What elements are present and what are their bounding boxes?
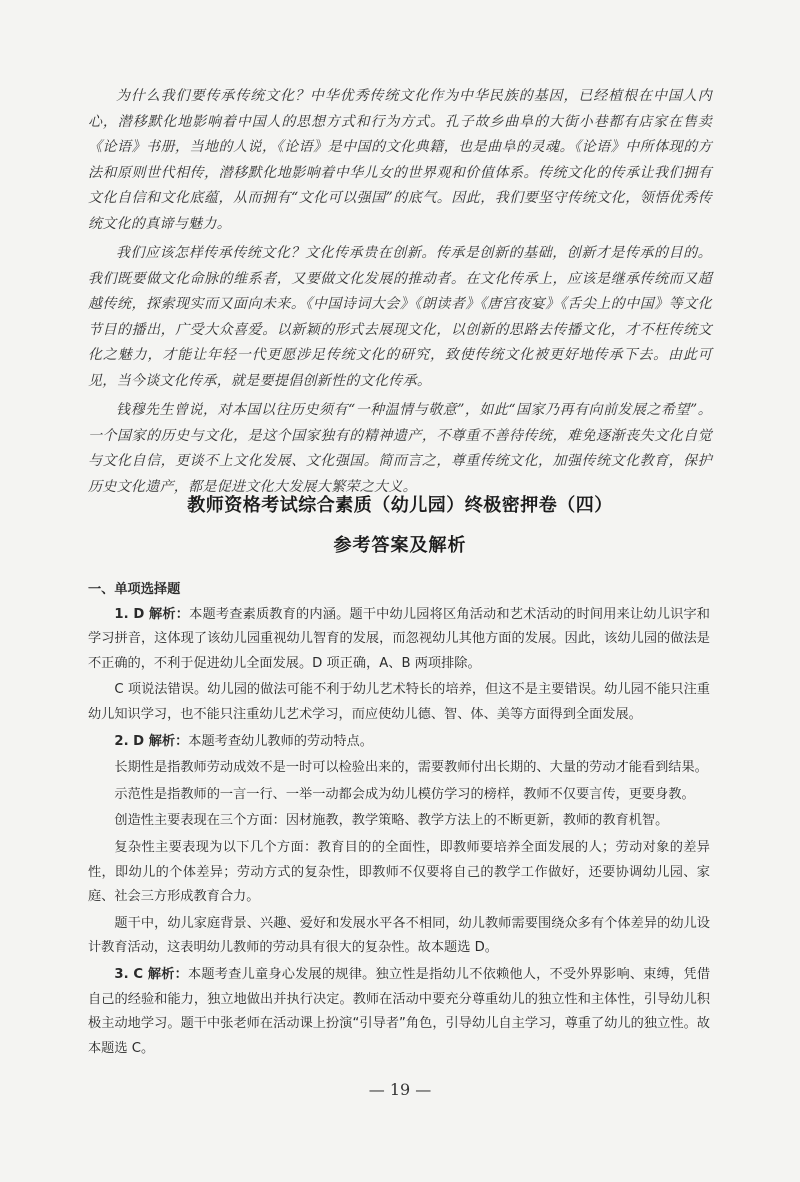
page-number: — 19 — bbox=[368, 1080, 432, 1099]
answer-text: 本题考查素质教育的内涵。题干中幼儿园将区角活动和艺术活动的时间用来让幼儿识字和学习拼音，这体现了该幼儿园重视幼儿智育的发展，而忽视幼儿其他方面的发展。因此，该幼儿园的做法是不正确的，不利于促进幼儿全面发展。D 项正确，A、B 两项排除。 bbox=[88, 606, 710, 671]
answer-text: 长期性是指教师劳动成效不是一时可以检验出来的，需要教师付出长期的、大量的劳动才能看到结果。 bbox=[114, 760, 708, 776]
essay-paragraph: 钱穆先生曾说，对本国以往历史须有“一种温情与敬意”，如此“国家乃再有向前发展之希望”。一个国家的历史与文化，是这个国家独有的精神遗产，不尊重不善待传统，难免逐渐丧失文化自觉与文化自信，更谈不上文化发展、文化强国。简而言之，尊重传统文化，加强传统文化教育，保护历史文化遗产，都是促进文化大发展大繁荣之大义。 bbox=[88, 402, 712, 495]
answer-text: C 项说法错误。幼儿园的做法可能不利于幼儿艺术特长的培养，但这不是主要错误。幼儿园不能只注重幼儿知识学习，也不能只注重幼儿艺术学习，而应使幼儿德、智、体、美等方面得到全面发展。 bbox=[88, 682, 710, 722]
answer-text: 本题考查儿童身心发展的规律。独立性是指幼儿不依赖他人，不受外界影响、束缚，凭借自己的经验和能力，独立地做出并执行决定。教师在活动中要充分尊重幼儿的独立性和主体性，引导幼儿积极主动地学习。题干中张老师在活动课上扮演“引导者”角色，引导幼儿自主学习，尊重了幼儿的独立性。故本题选 C。 bbox=[88, 966, 711, 1056]
answers-section bbox=[88, 578, 710, 1063]
answer-key-heading bbox=[0, 491, 800, 561]
answer-label: 1. D 解析： bbox=[114, 606, 190, 622]
answer-label: 3. C 解析： bbox=[114, 966, 189, 982]
answer-text: 创造性主要表现在三个方面：因材施教，教学策略、教学方法上的不断更新，教师的教育机智。 bbox=[114, 813, 669, 829]
answer-text: 复杂性主要表现为以下几个方面：教育目的的全面性，即教师要培养全面发展的人；劳动对象的差异性，即幼儿的个体差异；劳动方式的复杂性，即教师不仅要将自己的教学工作做好，还要协调幼儿园、家庭、社会三方形成教育合力。 bbox=[88, 839, 710, 905]
answer-text: 题干中，幼儿家庭背景、兴趣、爱好和发展水平各不相同，幼儿教师需要围绕众多有个体差异的幼儿设计教育活动，这表明幼儿教师的劳动具有很大的复杂性。故本题选 D。 bbox=[88, 915, 710, 956]
section-heading: 一、单项选择题 bbox=[88, 582, 181, 597]
answer-text: 本题考查幼儿教师的劳动特点。 bbox=[188, 733, 373, 749]
answer-item bbox=[88, 603, 710, 677]
essay-paragraph: 为什么我们要传承传统文化？中华优秀传统文化作为中华民族的基因，已经植根在中国人内心，潜移默化地影响着中国人的思想方式和行为方式。孔子故乡曲阜的大街小巷都有店家在售卖《论语》书册，当地的人说，《论语》是中国的文化典籍，也是曲阜的灵魂。《论语》中所体现的方法和原则世代相传，潜移默化地影响着中华儿女的世界观和价值体系。传统文化的传承让我们拥有文化自信和文化底蕴，从而拥有“文化可以强国”的底气。因此，我们要坚守传统文化，领悟优秀传统文化的真谛与魅力。 bbox=[88, 88, 712, 232]
exam-subtitle: 参考答案及解析 bbox=[333, 535, 467, 556]
answer-item bbox=[88, 963, 710, 1061]
essay-section bbox=[88, 84, 712, 504]
answer-label: 2. D 解析： bbox=[114, 733, 189, 749]
essay-paragraph: 我们应该怎样传承传统文化？文化传承贵在创新。传承是创新的基础，创新才是传承的目的。我们既要做文化命脉的维系者，又要做文化发展的推动者。在文化传承上，应该是继承传统而又超越传统，探索现实而又面向未来。《中国诗词大会》《朗读者》《唐宫夜宴》《舌尖上的中国》等文化节目的播出，广受大众喜爱。以新颖的形式去展现文化，以创新的思路去传播文化，才不枉传统文化之魅力，才能让年轻一代更愿涉足传统文化的研究，致使传统文化被更好地传承下去。由此可见，当今谈文化传承，就是要提倡创新性的文化传承。 bbox=[88, 245, 712, 389]
answer-text: 示范性是指教师的一言一行、一举一动都会成为幼儿模仿学习的榜样，教师不仅要言传，更要身教。 bbox=[114, 786, 695, 802]
answer-item bbox=[88, 730, 710, 755]
exam-title: 教师资格考试综合素质（幼儿园）终极密押卷（四） bbox=[187, 495, 613, 516]
